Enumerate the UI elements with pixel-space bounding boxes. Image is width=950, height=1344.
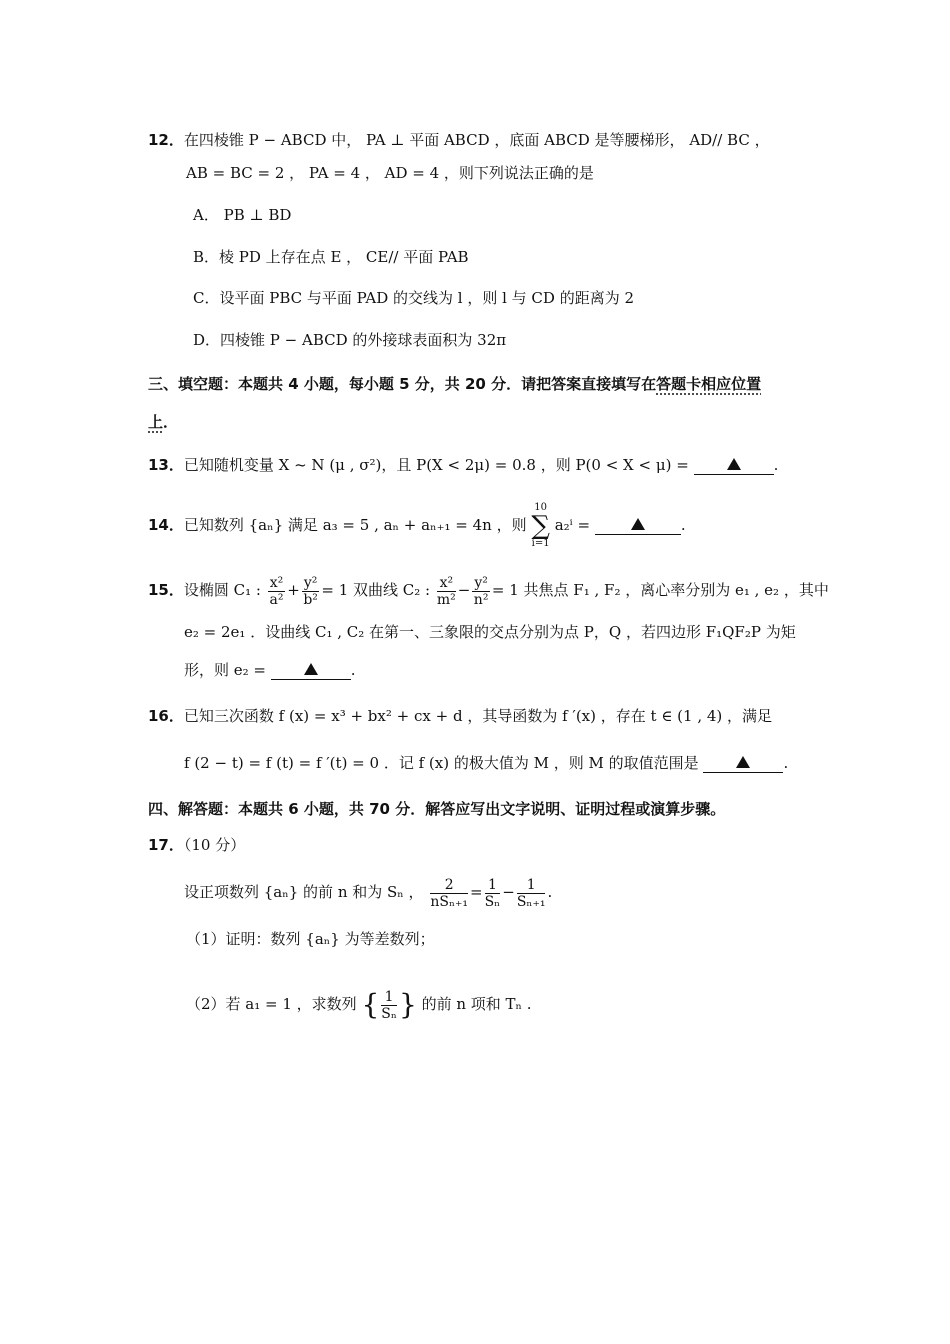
fraction-x2-a2 bbox=[268, 575, 286, 608]
q12-option-a: A． PB ⊥ BD bbox=[193, 206, 292, 224]
q16-answer-blank bbox=[703, 754, 783, 773]
q17-score: （10 分） bbox=[183, 836, 246, 854]
denominator: nSₙ₊₁ bbox=[430, 893, 469, 910]
numerator: 2 bbox=[430, 877, 468, 894]
numerator: y² bbox=[303, 574, 318, 591]
denominator: m² bbox=[436, 591, 456, 608]
numerator: 1 bbox=[517, 877, 546, 894]
equals-sign: = bbox=[470, 883, 483, 901]
triangle-icon bbox=[631, 518, 645, 530]
right-brace: } bbox=[398, 988, 417, 1021]
numerator: 1 bbox=[381, 989, 397, 1006]
denominator: n² bbox=[473, 591, 489, 608]
numerator: 1 bbox=[485, 877, 501, 894]
q17-part-1: （1）证明：数列 {aₙ} 为等差数列； bbox=[186, 930, 435, 948]
q16-number: 16． bbox=[148, 707, 184, 725]
numerator: x² bbox=[269, 574, 284, 591]
summation bbox=[531, 503, 550, 549]
q14-summand: a₂ⁱ = bbox=[554, 516, 591, 534]
q12-stem-line1: 在四棱锥 P − ABCD 中， PA ⊥ 平面 ABCD ，底面 ABCD 是等腰梯形， AD// BC ， bbox=[183, 131, 770, 149]
sum-upper-limit: 10 bbox=[534, 502, 548, 513]
q13 bbox=[148, 454, 778, 476]
numerator: x² bbox=[437, 575, 456, 592]
q16-stem-line1: 已知三次函数 f (x) = x³ + bx² + cx + d ，其导函数为 f ′(x) ，存在 t ∈ (1 , 4) ，满足 bbox=[183, 707, 773, 725]
section-3-text: 三、填空题：本题共 4 小题，每小题 5 分，共 20 分．请把答案直接填写在 bbox=[148, 375, 657, 393]
q12-stem-line2: AB = BC = 2 ， PA = 4 ， AD = 4 ，则下列说法正确的是 bbox=[186, 164, 594, 182]
q15-period: . bbox=[350, 661, 356, 679]
q16-stem-line2: f (2 − t) = f (t) = f ′(t) = 0 ．记 f (x) 的极大值为 M ，则 M 的取值范围是 bbox=[184, 754, 699, 772]
q12-option-b: B．棱 PD 上存在点 E ， CE// 平面 PAB bbox=[193, 248, 469, 266]
fraction-1-Sn bbox=[485, 877, 501, 910]
q15-text-2: = 1 双曲线 C₂ : bbox=[321, 581, 431, 599]
denominator: Sₙ₊₁ bbox=[516, 893, 546, 910]
q12-line1 bbox=[148, 129, 770, 151]
q15-text-3: = 1 共焦点 F₁ , F₂ ，离心率分别为 e₁ , e₂ ，其中 bbox=[491, 581, 829, 599]
section-3-heading bbox=[148, 373, 761, 395]
q17-part-2-tail: 的前 n 项和 Tₙ . bbox=[421, 995, 532, 1013]
fraction-1-Sn-seq bbox=[381, 989, 397, 1022]
triangle-icon bbox=[727, 458, 741, 470]
fraction-x2-m2 bbox=[437, 575, 456, 608]
q13-answer-blank bbox=[694, 456, 774, 475]
fraction-2-nSn1 bbox=[430, 877, 468, 910]
fraction-y2-b2 bbox=[302, 575, 320, 608]
q15-text-1: 设椭圆 C₁ : bbox=[183, 581, 261, 599]
q17-part-2-text: （2）若 a₁ = 1 ，求数列 bbox=[186, 995, 357, 1013]
q12-number: 12． bbox=[148, 131, 184, 149]
sum-lower-limit: i=1 bbox=[531, 538, 550, 549]
q12-option-c: C．设平面 PBC 与平面 PAD 的交线为 l ，则 l 与 CD 的距离为 2 bbox=[193, 289, 635, 307]
denominator: a² bbox=[269, 591, 284, 608]
q15-number: 15． bbox=[148, 581, 184, 599]
q15-line3 bbox=[184, 659, 356, 681]
triangle-icon bbox=[736, 756, 750, 768]
section-3-heading-cont bbox=[148, 411, 178, 433]
q14-period: . bbox=[680, 516, 686, 534]
section-3-dotted-text: 答题卡相应位置 bbox=[656, 375, 762, 393]
q14 bbox=[148, 502, 686, 549]
q17-stem bbox=[184, 872, 552, 912]
denominator: Sₙ bbox=[381, 1005, 397, 1022]
q16-period: . bbox=[783, 754, 789, 772]
q17-stem-text: 设正项数列 {aₙ} 的前 n 和为 Sₙ ， bbox=[184, 883, 424, 901]
q14-stem: 已知数列 {aₙ} 满足 a₃ = 5 , aₙ + aₙ₊₁ = 4n ，则 bbox=[183, 516, 527, 534]
q17-period: . bbox=[547, 883, 553, 901]
q13-period: . bbox=[773, 456, 779, 474]
q15-line1 bbox=[148, 570, 829, 610]
plus-sign: + bbox=[287, 581, 300, 599]
q16-line2 bbox=[184, 752, 788, 774]
q15-answer-blank bbox=[271, 661, 351, 680]
q17-number: 17． bbox=[148, 836, 184, 854]
q15-line2: e₂ = 2e₁ ．设曲线 C₁ , C₂ 在第一、三象限的交点分别为点 P，Q ，若四边形 F₁QF₂P 为矩 bbox=[184, 623, 796, 641]
numerator: y² bbox=[474, 574, 488, 591]
q13-number: 13． bbox=[148, 456, 184, 474]
minus-sign: − bbox=[502, 883, 515, 901]
q12-option-d: D．四棱锥 P − ABCD 的外接球表面积为 32π bbox=[193, 331, 507, 349]
q15-text-4: 形，则 e₂ = bbox=[184, 661, 266, 679]
denominator: Sₙ bbox=[484, 893, 501, 910]
q17-header bbox=[148, 834, 245, 856]
fraction-1-Sn1 bbox=[517, 877, 546, 910]
sigma-symbol: ∑ bbox=[531, 511, 550, 541]
minus-sign: − bbox=[457, 581, 471, 599]
section-3-period: ． bbox=[163, 413, 179, 431]
q13-stem: 已知随机变量 X ~ N (μ , σ²)，且 P(X < 2μ) = 0.8 ，则 P(0 < X < μ) = bbox=[183, 456, 689, 474]
section-4-heading: 四、解答题：本题共 6 小题，共 70 分．解答应写出文字说明、证明过程或演算步骤。 bbox=[148, 800, 726, 818]
section-3-dotted-tail: 上 bbox=[148, 413, 164, 431]
q14-number: 14． bbox=[148, 516, 184, 534]
q14-answer-blank bbox=[595, 516, 681, 535]
fraction-y2-n2 bbox=[472, 575, 490, 608]
triangle-icon bbox=[304, 663, 318, 675]
q17-part-2 bbox=[186, 982, 532, 1027]
left-brace: { bbox=[361, 988, 380, 1021]
denominator: b² bbox=[303, 591, 318, 608]
q16-line1 bbox=[148, 705, 772, 727]
